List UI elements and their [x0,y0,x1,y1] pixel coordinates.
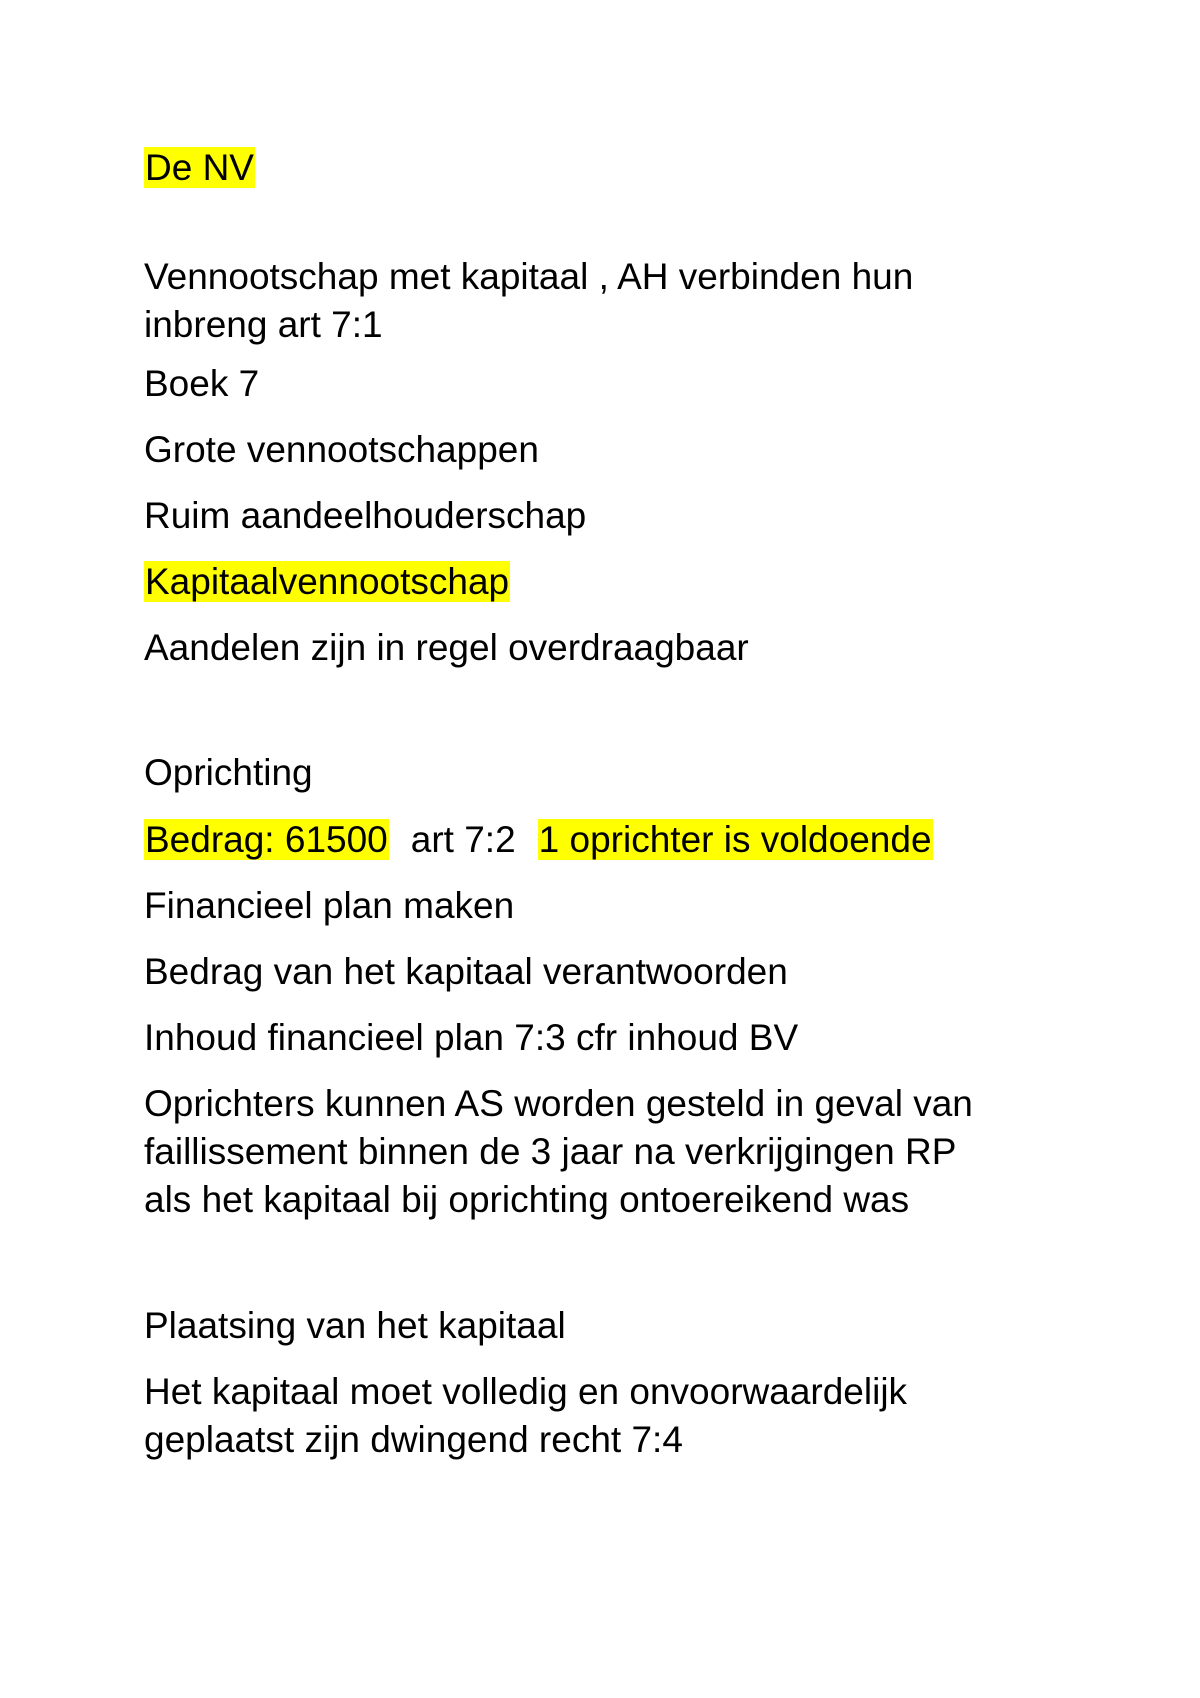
liability-line-2: faillissement binnen de 3 jaar na verkrijgingen RP [144,1131,957,1172]
book-line: Boek 7 [144,363,260,404]
highlighted-amount: Bedrag: 61500 [145,819,388,860]
amount-line [144,815,933,865]
highlighted-capital-company: Kapitaalvennootschap [145,561,510,602]
placement-line-2: geplaatst zijn dwingend recht 7:4 [144,1419,683,1460]
section-heading-plaatsing: Plaatsing van het kapitaal [144,1305,566,1346]
definition-line-2: inbreng art 7:1 [144,304,383,345]
financial-plan-line: Financieel plan maken [144,885,515,926]
financial-plan-content-line: Inhoud financieel plan 7:3 cfr inhoud BV [144,1017,799,1058]
justify-capital-line: Bedrag van het kapitaal verantwoorden [144,951,788,992]
section-heading-oprichting: Oprichting [144,752,313,793]
highlighted-title: De NV [145,147,254,188]
placement-line-1: Het kapitaal moet volledig en onvoorwaardelijk [144,1371,908,1412]
shares-transferable-line: Aandelen zijn in regel overdraagbaar [144,627,749,668]
document-title [144,143,255,193]
capital-company-line [144,557,510,607]
highlighted-founder-note: 1 oprichter is voldoende [538,819,932,860]
liability-line-3: als het kapitaal bij oprichting ontoereikend was [144,1179,910,1220]
large-companies-line: Grote vennootschappen [144,429,539,470]
definition-line-1: Vennootschap met kapitaal , AH verbinden hun [144,256,914,297]
liability-line-1: Oprichters kunnen AS worden gesteld in geval van [144,1083,973,1124]
article-reference: art 7:2 [410,819,516,860]
shareholding-line: Ruim aandeelhouderschap [144,495,587,536]
